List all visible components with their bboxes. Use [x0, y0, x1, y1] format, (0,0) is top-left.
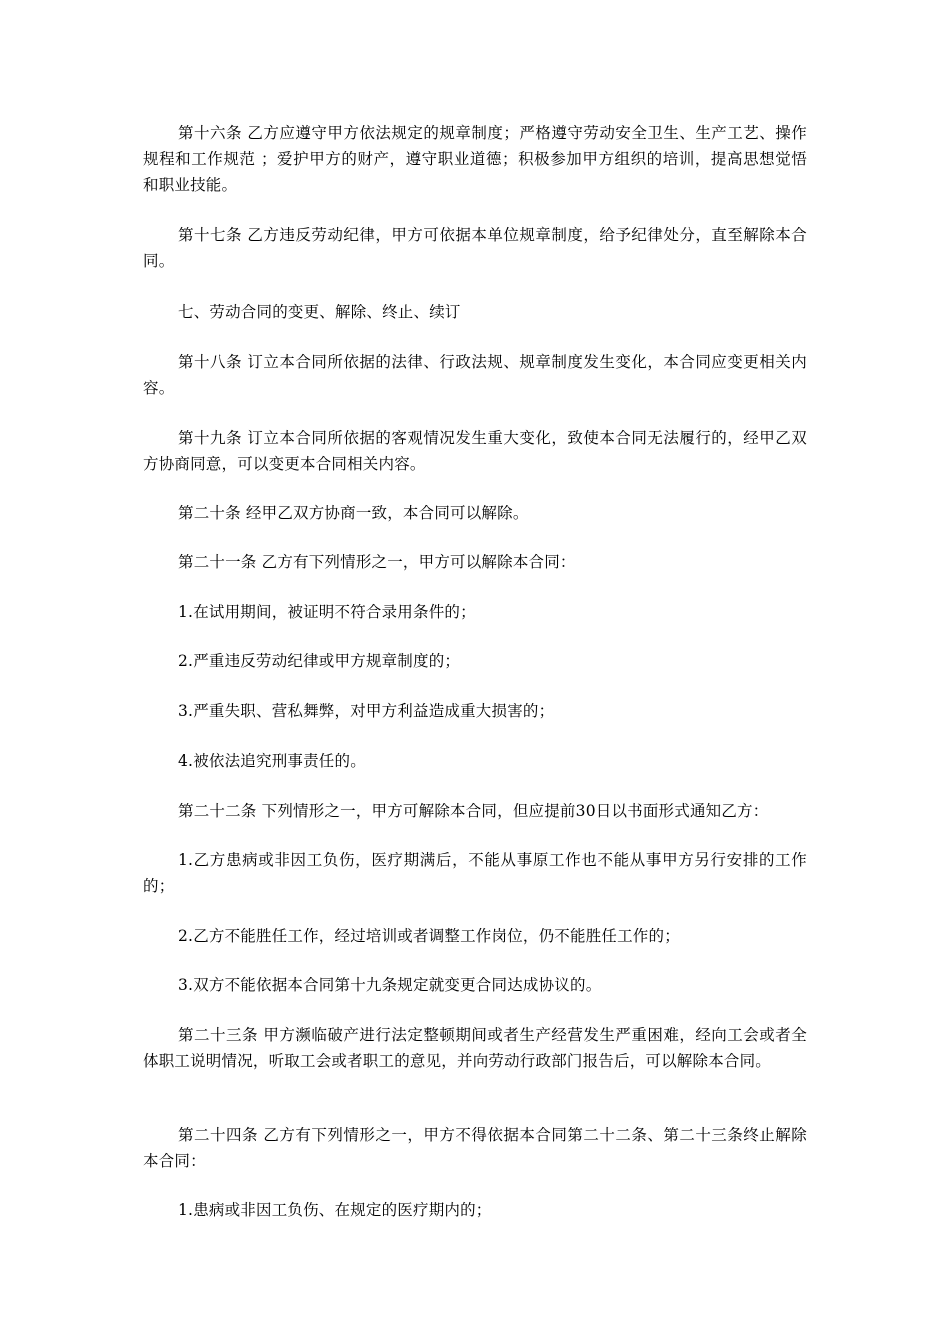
article-22: 第二十二条 下列情形之一，甲方可解除本合同，但应提前30日以书面形式通知乙方：	[178, 802, 769, 820]
article-17: 第十七条 乙方违反劳动纪律，甲方可依据本单位规章制度，给予纪律处分，直至解除本合同。	[143, 226, 807, 270]
article-20: 第二十条 经甲乙双方协商一致，本合同可以解除。	[178, 504, 529, 522]
article-22-item-3: 3.双方不能依据本合同第十九条规定就变更合同达成协议的。	[178, 976, 602, 994]
article-19: 第十九条 订立本合同所依据的客观情况发生重大变化，致使本合同无法履行的，经甲乙双方协商同意，可以变更本合同相关内容。	[143, 429, 807, 473]
article-24-item-1: 1.患病或非因工负伤、在规定的医疗期内的；	[178, 1201, 492, 1219]
article-21-item-4: 4.被依法追究刑事责任的。	[178, 752, 366, 770]
section-heading-7: 七、劳动合同的变更、解除、终止、续订	[178, 303, 461, 321]
article-21-item-2: 2.严重违反劳动纪律或甲方规章制度的；	[178, 652, 461, 670]
article-24: 第二十四条 乙方有下列情形之一，甲方不得依据本合同第二十二条、第二十三条终止解除本合同：	[143, 1126, 807, 1170]
article-21-item-3: 3.严重失职、营私舞弊，对甲方利益造成重大损害的；	[178, 702, 555, 720]
article-23: 第二十三条 甲方濒临破产进行法定整顿期间或者生产经营发生严重困难，经向工会或者全体职工说明情况，听取工会或者职工的意见，并向劳动行政部门报告后，可以解除本合同。	[143, 1026, 807, 1070]
article-16: 第十六条 乙方应遵守甲方依法规定的规章制度；严格遵守劳动安全卫生、生产工艺、操作规程和工作规范 ；爱护甲方的财产，遵守职业道德；积极参加甲方组织的培训，提高思想觉悟和职业技能。	[143, 124, 807, 194]
article-21: 第二十一条 乙方有下列情形之一，甲方可以解除本合同：	[178, 553, 576, 571]
article-22-item-1: 1.乙方患病或非因工负伤，医疗期满后，不能从事原工作也不能从事甲方另行安排的工作的；	[143, 851, 807, 895]
article-18: 第十八条 订立本合同所依据的法律、行政法规、规章制度发生变化，本合同应变更相关内容。	[143, 353, 807, 397]
article-22-item-2: 2.乙方不能胜任工作，经过培训或者调整工作岗位，仍不能胜任工作的；	[178, 927, 680, 945]
article-21-item-1: 1.在试用期间，被证明不符合录用条件的；	[178, 603, 476, 621]
